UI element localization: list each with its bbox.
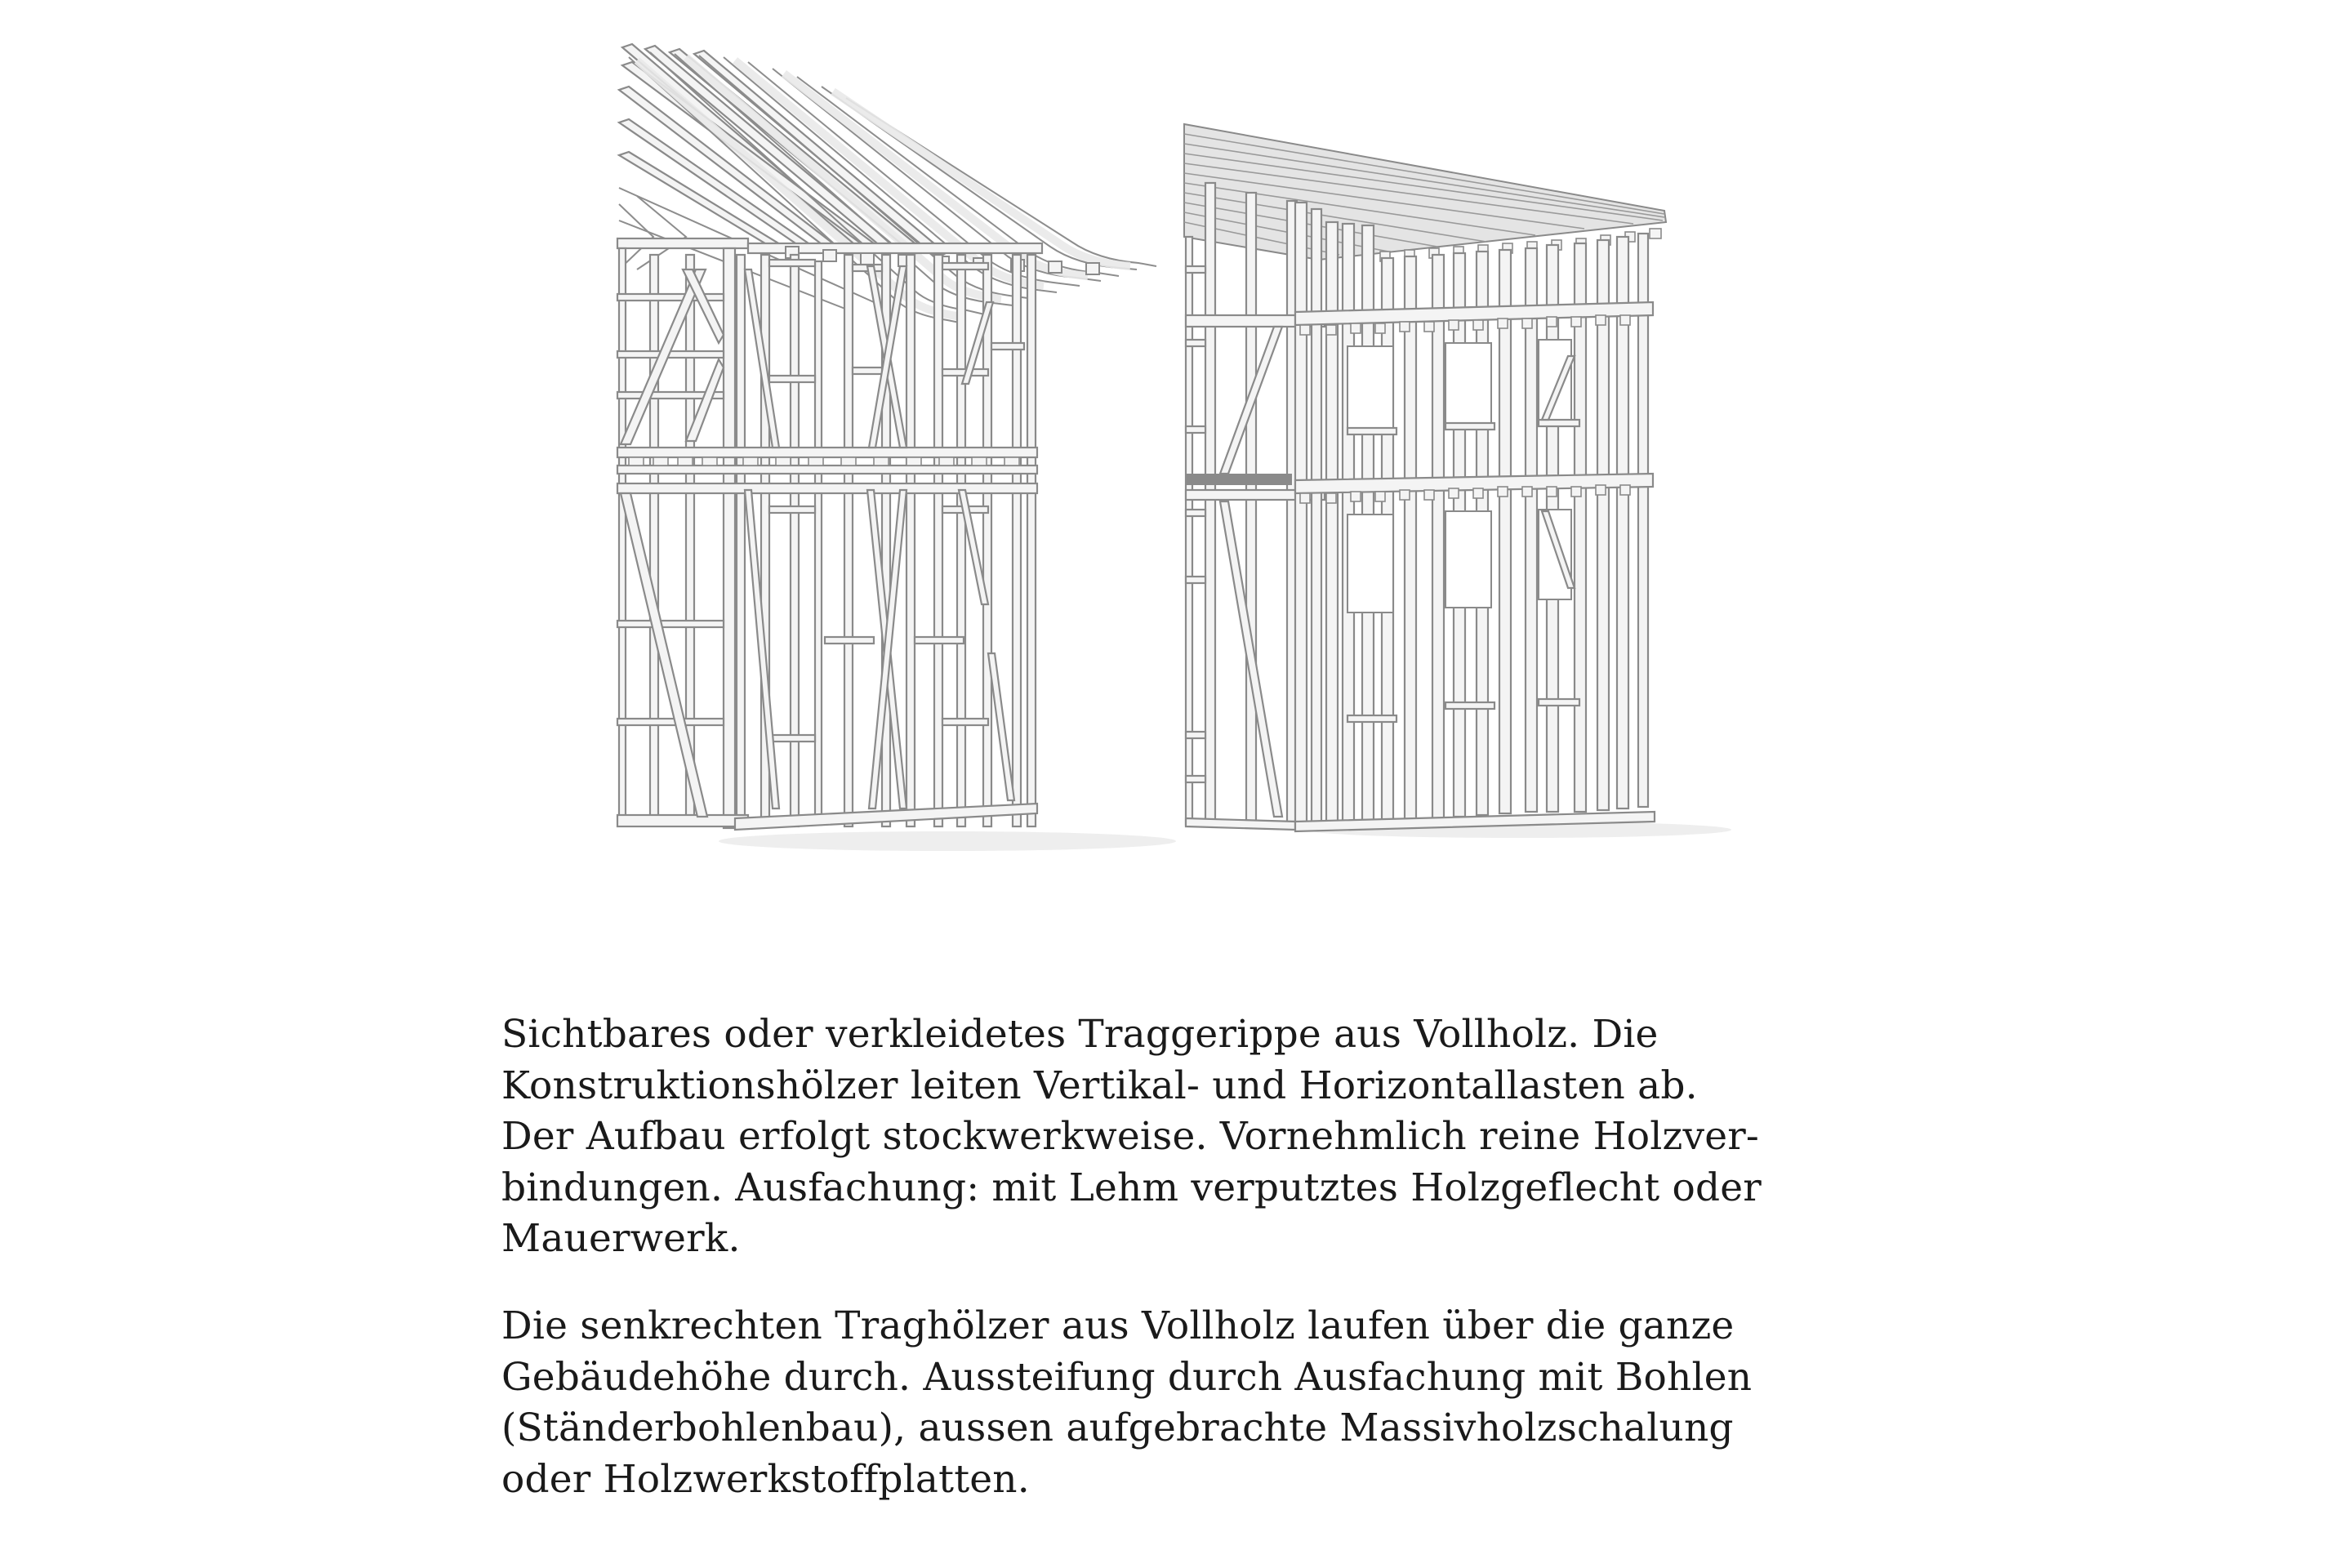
staenderbau-illustration bbox=[1176, 114, 1748, 882]
text-line: bindungen. Ausfachung: mit Lehm verputztes Holzgeflecht oder bbox=[501, 1165, 1762, 1210]
staenderbau-frame-drawing bbox=[1176, 114, 1748, 882]
text-line: Gebäudehöhe durch. Aussteifung durch Ausfachung mit Bohlen bbox=[501, 1354, 1753, 1400]
text-line: Sichtbares oder verkleidetes Traggerippe aus Vollholz. Die bbox=[501, 1012, 1659, 1057]
fachwerk-illustration bbox=[604, 33, 1176, 882]
description-paragraph-staenderbau bbox=[501, 1301, 1906, 1505]
text-line: Konstruktionshölzer leiten Vertikal- und Horizontallasten ab. bbox=[501, 1062, 1698, 1108]
description-paragraph-fachwerk bbox=[501, 1009, 1906, 1265]
text-line: Die senkrechten Traghölzer aus Vollholz laufen über die ganze bbox=[501, 1303, 1735, 1348]
text-line: oder Holzwerkstoffplatten. bbox=[501, 1456, 1030, 1502]
text-line: Der Aufbau erfolgt stockwerkweise. Vornehmlich reine Holzver- bbox=[501, 1114, 1759, 1159]
fachwerk-frame-drawing bbox=[604, 33, 1176, 882]
text-line: Mauerwerk. bbox=[501, 1216, 741, 1261]
text-line: (Ständerbohlenbau), aussen aufgebrachte Massivholzschalung bbox=[501, 1405, 1734, 1450]
